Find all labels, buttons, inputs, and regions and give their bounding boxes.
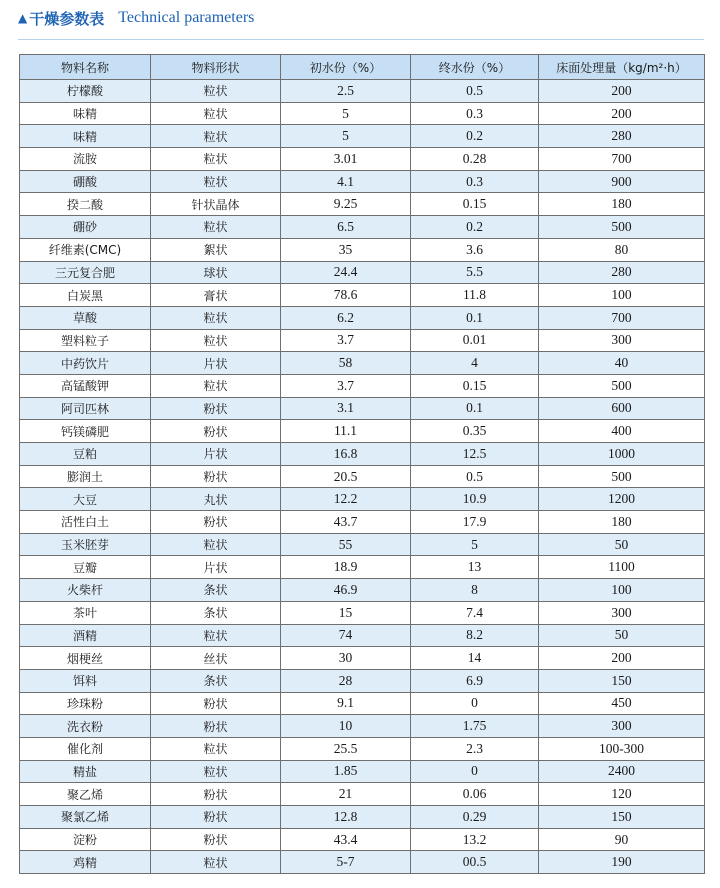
cell-initial-moisture: 2.5 [281,80,411,103]
cell-initial-moisture: 28 [281,669,411,692]
cell-material-name: 中药饮片 [20,352,151,375]
cell-initial-moisture: 12.8 [281,806,411,829]
table-row [20,397,705,420]
cell-initial-moisture: 1.85 [281,760,411,783]
cell-initial-moisture: 3.01 [281,148,411,171]
cell-bed-throughput: 200 [539,102,705,125]
cell-material-name: 洗衣粉 [20,715,151,738]
cell-material-shape: 粉状 [151,828,281,851]
table-row [20,511,705,534]
table-row [20,533,705,556]
cell-bed-throughput: 700 [539,306,705,329]
table-row [20,352,705,375]
cell-final-moisture: 0.5 [411,80,539,103]
cell-material-shape: 丝状 [151,647,281,670]
cell-final-moisture: 0.1 [411,397,539,420]
cell-initial-moisture: 16.8 [281,443,411,466]
cell-bed-throughput: 100 [539,284,705,307]
cell-bed-throughput: 150 [539,806,705,829]
cell-initial-moisture: 10 [281,715,411,738]
cell-material-name: 硼砂 [20,216,151,239]
cell-initial-moisture: 18.9 [281,556,411,579]
cell-final-moisture: 3.6 [411,238,539,261]
cell-bed-throughput: 2400 [539,760,705,783]
cell-bed-throughput: 700 [539,148,705,171]
cell-material-shape: 球状 [151,261,281,284]
cell-material-name: 味精 [20,102,151,125]
table-row [20,284,705,307]
cell-material-name: 味精 [20,125,151,148]
cell-material-shape: 粒状 [151,170,281,193]
cell-final-moisture: 0.29 [411,806,539,829]
cell-final-moisture: 0.15 [411,193,539,216]
cell-material-name: 精盐 [20,760,151,783]
table-row [20,556,705,579]
triangle-marker-icon: ▲ [18,11,28,25]
table-row [20,851,705,874]
cell-final-moisture: 0.5 [411,465,539,488]
cell-bed-throughput: 500 [539,374,705,397]
cell-material-shape: 粒状 [151,329,281,352]
cell-final-moisture: 0.15 [411,374,539,397]
table-row [20,760,705,783]
cell-material-name: 高锰酸钾 [20,374,151,397]
cell-initial-moisture: 43.4 [281,828,411,851]
cell-bed-throughput: 200 [539,80,705,103]
cell-final-moisture: 2.3 [411,737,539,760]
cell-material-name: 流胺 [20,148,151,171]
cell-bed-throughput: 280 [539,261,705,284]
table-row [20,261,705,284]
cell-final-moisture: 14 [411,647,539,670]
cell-material-shape: 粒状 [151,80,281,103]
cell-material-shape: 粉状 [151,806,281,829]
table-row [20,238,705,261]
cell-final-moisture: 0.35 [411,420,539,443]
cell-material-shape: 条状 [151,669,281,692]
table-row [20,80,705,103]
cell-material-name: 饵料 [20,669,151,692]
column-header-material-shape: 物料形状 [151,55,281,80]
cell-material-shape: 粒状 [151,306,281,329]
cell-initial-moisture: 6.2 [281,306,411,329]
cell-bed-throughput: 180 [539,193,705,216]
cell-bed-throughput: 280 [539,125,705,148]
cell-initial-moisture: 46.9 [281,579,411,602]
cell-material-name: 大豆 [20,488,151,511]
cell-material-shape: 片状 [151,556,281,579]
cell-material-name: 阿司匹林 [20,397,151,420]
table-row [20,783,705,806]
cell-final-moisture: 0.01 [411,329,539,352]
cell-material-name: 柠檬酸 [20,80,151,103]
cell-bed-throughput: 40 [539,352,705,375]
cell-initial-moisture: 9.25 [281,193,411,216]
cell-material-name: 聚氯乙烯 [20,806,151,829]
cell-final-moisture: 8.2 [411,624,539,647]
cell-bed-throughput: 90 [539,828,705,851]
cell-bed-throughput: 100 [539,579,705,602]
table-row [20,193,705,216]
table-row [20,329,705,352]
cell-material-shape: 粒状 [151,148,281,171]
cell-final-moisture: 11.8 [411,284,539,307]
table-row [20,374,705,397]
cell-bed-throughput: 400 [539,420,705,443]
cell-bed-throughput: 190 [539,851,705,874]
table-row [20,579,705,602]
cell-material-shape: 粒状 [151,533,281,556]
table-row [20,647,705,670]
cell-material-name: 白炭黑 [20,284,151,307]
cell-initial-moisture: 78.6 [281,284,411,307]
cell-material-shape: 针状晶体 [151,193,281,216]
table-row [20,216,705,239]
cell-bed-throughput: 1000 [539,443,705,466]
cell-material-name: 酒精 [20,624,151,647]
cell-final-moisture: 8 [411,579,539,602]
cell-material-name: 活性白土 [20,511,151,534]
cell-material-shape: 粉状 [151,715,281,738]
cell-material-name: 三元复合肥 [20,261,151,284]
cell-bed-throughput: 300 [539,601,705,624]
cell-bed-throughput: 50 [539,624,705,647]
table-row [20,737,705,760]
cell-initial-moisture: 3.7 [281,374,411,397]
cell-final-moisture: 12.5 [411,443,539,466]
column-header-material-name: 物料名称 [20,55,151,80]
cell-material-shape: 膏状 [151,284,281,307]
table-row [20,715,705,738]
cell-material-name: 膨润土 [20,465,151,488]
cell-final-moisture: 6.9 [411,669,539,692]
cell-initial-moisture: 21 [281,783,411,806]
table-row [20,692,705,715]
table-row [20,488,705,511]
cell-material-shape: 粒状 [151,760,281,783]
title-chinese: 干燥参数表 [29,9,105,28]
cell-final-moisture: 1.75 [411,715,539,738]
cell-material-shape: 粒状 [151,102,281,125]
cell-material-shape: 条状 [151,601,281,624]
cell-final-moisture: 4 [411,352,539,375]
cell-material-name: 豆瓣 [20,556,151,579]
cell-bed-throughput: 200 [539,647,705,670]
cell-initial-moisture: 58 [281,352,411,375]
cell-material-name: 玉米胚芽 [20,533,151,556]
cell-material-shape: 粒状 [151,737,281,760]
cell-bed-throughput: 180 [539,511,705,534]
cell-initial-moisture: 5 [281,125,411,148]
cell-final-moisture: 13.2 [411,828,539,851]
cell-bed-throughput: 50 [539,533,705,556]
cell-material-name: 塑料粒子 [20,329,151,352]
column-header-bed-throughput: 床面处理量（kg/m²·h） [539,55,705,80]
table-row [20,624,705,647]
cell-material-shape: 粉状 [151,783,281,806]
section-heading [18,6,254,30]
cell-initial-moisture: 55 [281,533,411,556]
cell-material-name: 揆二酸 [20,193,151,216]
cell-initial-moisture: 30 [281,647,411,670]
cell-final-moisture: 0.2 [411,216,539,239]
table-row [20,669,705,692]
cell-material-shape: 粉状 [151,465,281,488]
cell-material-name: 珍珠粉 [20,692,151,715]
cell-material-name: 草酸 [20,306,151,329]
table-row [20,170,705,193]
parameters-table [19,54,705,874]
cell-final-moisture: 13 [411,556,539,579]
cell-material-name: 茶叶 [20,601,151,624]
cell-final-moisture: 0.3 [411,102,539,125]
cell-material-shape: 粒状 [151,624,281,647]
cell-final-moisture: 5 [411,533,539,556]
cell-material-name: 火柴杆 [20,579,151,602]
cell-final-moisture: 10.9 [411,488,539,511]
cell-material-name: 纤维素(CMC) [20,238,151,261]
cell-material-shape: 絮状 [151,238,281,261]
cell-material-name: 烟梗丝 [20,647,151,670]
cell-final-moisture: 0.1 [411,306,539,329]
cell-bed-throughput: 600 [539,397,705,420]
cell-final-moisture: 0 [411,692,539,715]
cell-material-name: 催化剂 [20,737,151,760]
cell-material-name: 钙镁磷肥 [20,420,151,443]
cell-material-shape: 条状 [151,579,281,602]
cell-final-moisture: 17.9 [411,511,539,534]
cell-initial-moisture: 15 [281,601,411,624]
cell-initial-moisture: 25.5 [281,737,411,760]
cell-bed-throughput: 500 [539,216,705,239]
cell-material-shape: 片状 [151,352,281,375]
column-header-initial-moisture: 初水份（%） [281,55,411,80]
cell-initial-moisture: 5-7 [281,851,411,874]
cell-final-moisture: 00.5 [411,851,539,874]
cell-material-shape: 粉状 [151,692,281,715]
cell-material-name: 聚乙烯 [20,783,151,806]
cell-final-moisture: 7.4 [411,601,539,624]
table-row [20,306,705,329]
cell-bed-throughput: 500 [539,465,705,488]
cell-material-name: 鸡精 [20,851,151,874]
cell-initial-moisture: 20.5 [281,465,411,488]
cell-material-shape: 片状 [151,443,281,466]
cell-final-moisture: 0.2 [411,125,539,148]
table-row [20,102,705,125]
cell-bed-throughput: 900 [539,170,705,193]
cell-bed-throughput: 120 [539,783,705,806]
cell-initial-moisture: 4.1 [281,170,411,193]
cell-initial-moisture: 12.2 [281,488,411,511]
cell-material-shape: 粒状 [151,216,281,239]
cell-final-moisture: 0.06 [411,783,539,806]
title-english: Technical parameters [118,9,255,26]
cell-material-shape: 粉状 [151,420,281,443]
heading-divider [18,39,704,40]
column-header-final-moisture: 终水份（%） [411,55,539,80]
cell-bed-throughput: 1200 [539,488,705,511]
cell-initial-moisture: 35 [281,238,411,261]
table-header-row [20,55,705,80]
cell-material-shape: 粒状 [151,851,281,874]
cell-bed-throughput: 150 [539,669,705,692]
table-row [20,828,705,851]
table-row [20,420,705,443]
table-row [20,601,705,624]
cell-bed-throughput: 80 [539,238,705,261]
cell-final-moisture: 0 [411,760,539,783]
cell-initial-moisture: 6.5 [281,216,411,239]
cell-initial-moisture: 43.7 [281,511,411,534]
table-row [20,148,705,171]
cell-initial-moisture: 5 [281,102,411,125]
cell-bed-throughput: 300 [539,329,705,352]
cell-material-name: 淀粉 [20,828,151,851]
cell-final-moisture: 0.28 [411,148,539,171]
cell-material-shape: 粉状 [151,397,281,420]
cell-initial-moisture: 74 [281,624,411,647]
cell-initial-moisture: 9.1 [281,692,411,715]
cell-initial-moisture: 24.4 [281,261,411,284]
cell-final-moisture: 0.3 [411,170,539,193]
cell-bed-throughput: 100-300 [539,737,705,760]
table-row [20,465,705,488]
cell-bed-throughput: 300 [539,715,705,738]
table-row [20,443,705,466]
table-row [20,125,705,148]
cell-initial-moisture: 11.1 [281,420,411,443]
cell-material-shape: 丸状 [151,488,281,511]
cell-material-name: 硼酸 [20,170,151,193]
cell-material-shape: 粒状 [151,374,281,397]
cell-initial-moisture: 3.7 [281,329,411,352]
cell-bed-throughput: 450 [539,692,705,715]
table-row [20,806,705,829]
cell-material-shape: 粒状 [151,125,281,148]
table-body [20,80,705,874]
cell-initial-moisture: 3.1 [281,397,411,420]
cell-bed-throughput: 1100 [539,556,705,579]
cell-material-shape: 粉状 [151,511,281,534]
cell-final-moisture: 5.5 [411,261,539,284]
cell-material-name: 豆粕 [20,443,151,466]
